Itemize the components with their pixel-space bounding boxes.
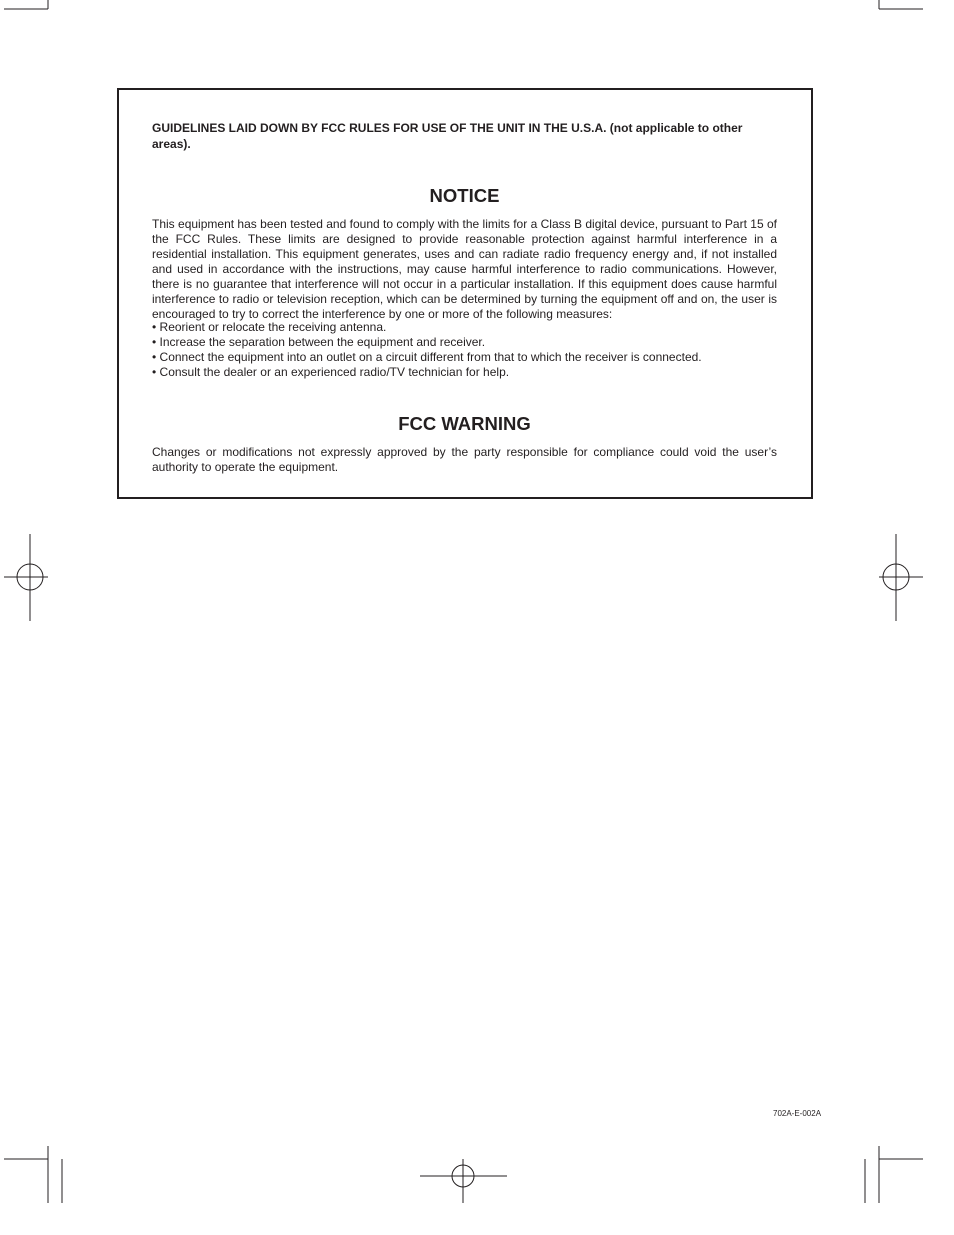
list-item: • Increase the separation between the equipment and receiver. [152,335,486,349]
measures-list [152,320,777,380]
document-code: 702A-E-002A [773,1109,822,1118]
crop-mark-bottom-right [865,1146,923,1203]
registration-mark-bottom [420,1159,507,1203]
fcc-warning-heading: FCC WARNING [398,413,531,434]
fcc-guideline-text: GUIDELINES LAID DOWN BY FCC RULES FOR USE OF THE UNIT IN THE U.S.A. (not applicable to other areas). [152,121,743,151]
fcc-notice-box [117,88,813,499]
list-item: • Reorient or relocate the receiving antenna. [152,320,387,334]
list-item: • Connect the equipment into an outlet on a circuit different from that to which the receiver is connected. [152,350,702,364]
registration-mark-left [4,534,48,621]
fcc-warning-body: Changes or modifications not expressly approved by the party responsible for compliance could void the user’s authority to operate the equipment. [152,445,777,474]
notice-body: This equipment has been tested and found to comply with the limits for a Class B digital device, pursuant to Part 15 of the FCC Rules. These limits are designed to provide reasonable protection against harmful interference in a residential installation. This equipment generates, uses and can radiate radio frequency energy and, if not installed and used in accordance with the instructions, may cause harmful interference to radio communications. However, there is no guarantee that interference will not occur in a particular installation. If this equipment does cause harmful interference to radio or television reception, which can be determined by turning the equipment off and on, the user is encouraged to try to correct the interference by one or more of the following measures: [152,217,777,321]
notice-heading: NOTICE [429,185,500,206]
crop-mark-bottom-left [4,1146,62,1203]
registration-mark-right [879,534,923,621]
list-item: • Consult the dealer or an experienced radio/TV technician for help. [152,365,510,379]
